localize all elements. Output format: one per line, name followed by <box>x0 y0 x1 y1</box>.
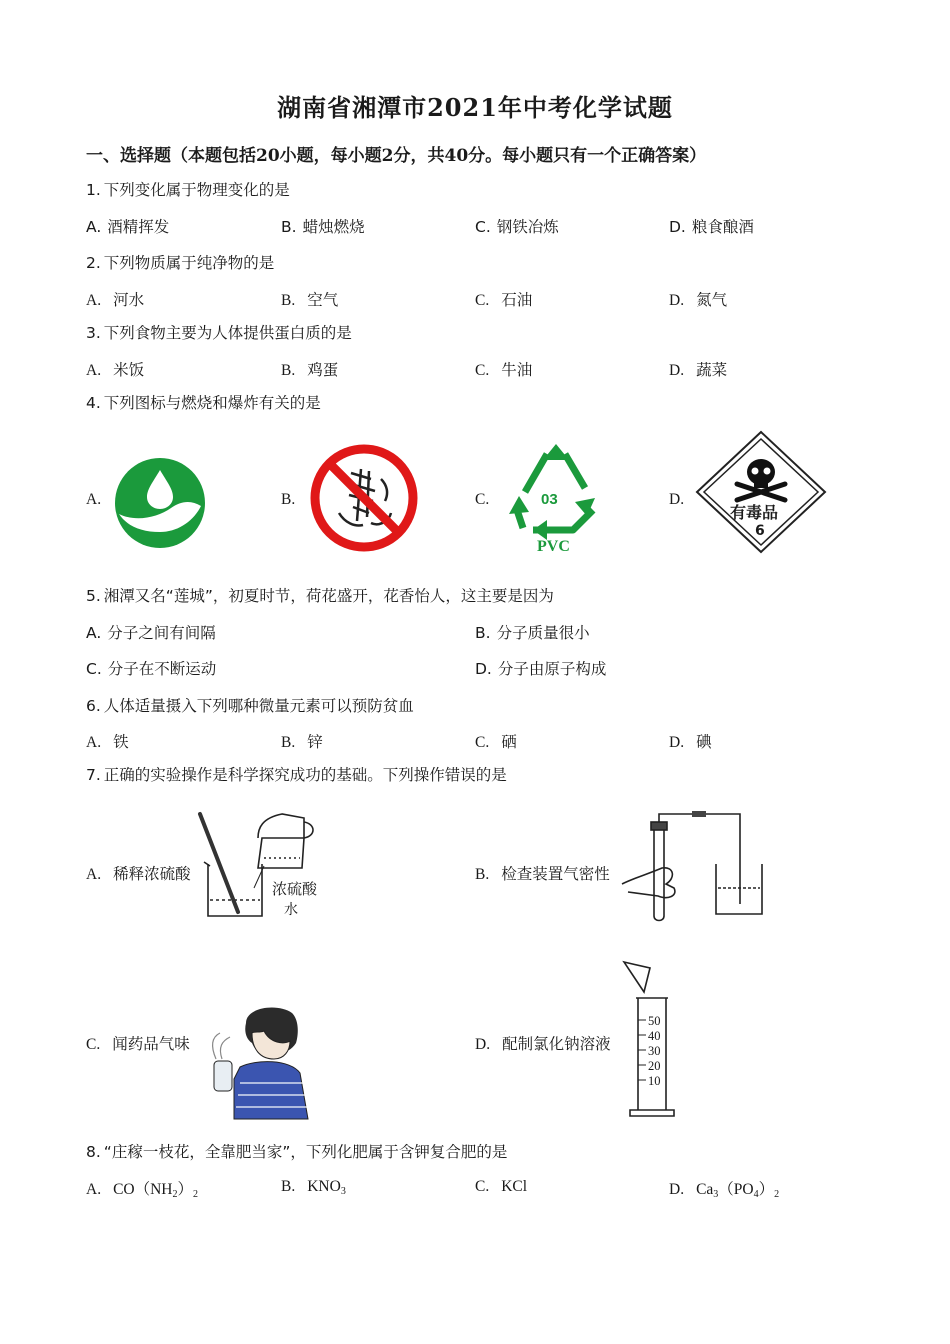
q8-option-d[interactable]: D. $Ca_3(PO_4)_2$ <box>669 1181 780 1200</box>
question-number: 1. <box>86 181 101 199</box>
q5-option-c[interactable]: C. 分子在不断运动 <box>86 660 217 678</box>
question-number: 7. <box>86 766 101 784</box>
q4-option-d[interactable]: D. <box>669 491 685 508</box>
q6-option-b[interactable]: B. 锌 <box>281 734 323 751</box>
smelling-illustration <box>200 1003 312 1123</box>
q7-option-b[interactable]: B. 检查装置气密性 <box>475 866 610 883</box>
q1-option-c[interactable]: C. 钢铁冶炼 <box>475 218 559 236</box>
q5-option-d[interactable]: D. 分子由原子构成 <box>475 660 607 678</box>
question-stem: 下列变化属于物理变化的是 <box>103 181 290 199</box>
q5-option-a[interactable]: A. 分子之间有间隔 <box>86 624 216 642</box>
airtightness-illustration <box>618 808 768 924</box>
question-1 <box>86 178 290 200</box>
question-8 <box>86 1140 507 1162</box>
question-stem: “庄稼一枝花，全靠肥当家”，下列化肥属于含钾复合肥的是 <box>103 1143 508 1161</box>
question-stem: 人体适量摄入下列哪种微量元素可以预防贫血 <box>103 697 414 715</box>
question-number: 5. <box>86 587 101 605</box>
toxic-class: 6 <box>755 523 765 539</box>
question-6 <box>86 694 414 716</box>
q8-option-b[interactable]: B. $KNO_3$ <box>281 1178 346 1197</box>
q2-option-a[interactable]: A. 河水 <box>86 292 145 309</box>
q1-option-a[interactable]: A. 酒精挥发 <box>86 218 170 236</box>
q1-option-d[interactable]: D. 粮食酿酒 <box>669 218 754 236</box>
q5-option-b[interactable]: B. 分子质量很小 <box>475 624 590 642</box>
q6-option-c[interactable]: C. 硒 <box>475 734 517 751</box>
cylinder-mark: 10 <box>648 1074 661 1088</box>
section-heading: 一、选择题（本题包括20小题，每小题2分，共40分。每小题只有一个正确答案） <box>86 146 707 166</box>
q3-option-c[interactable]: C. 牛油 <box>475 362 533 379</box>
acid-label: 浓硫酸 <box>272 880 318 898</box>
question-number: 3. <box>86 324 101 342</box>
q2-option-c[interactable]: C. 石油 <box>475 292 533 309</box>
question-2 <box>86 251 274 273</box>
dilute-acid-illustration <box>192 808 322 922</box>
question-stem: 下列图标与燃烧和爆炸有关的是 <box>103 394 321 412</box>
toxic-label: 有毒品 <box>730 503 779 522</box>
question-stem: 下列食物主要为人体提供蛋白质的是 <box>103 324 352 342</box>
q7-option-c[interactable]: C. 闻药品气味 <box>86 1036 190 1053</box>
q3-option-b[interactable]: B. 鸡蛋 <box>281 362 339 379</box>
cylinder-mark: 40 <box>648 1029 661 1043</box>
q3-option-d[interactable]: D. 蔬菜 <box>669 362 728 379</box>
recycle-name: PVC <box>537 538 570 555</box>
cylinder-mark: 50 <box>648 1014 661 1028</box>
water-label: 水 <box>284 902 298 918</box>
cylinder-mark: 30 <box>648 1044 661 1058</box>
q4-option-c[interactable]: C. <box>475 491 490 508</box>
q1-option-b[interactable]: B. 蜡烛燃烧 <box>281 218 365 236</box>
question-number: 4. <box>86 394 101 412</box>
question-stem: 正确的实验操作是科学探究成功的基础。下列操作错误的是 <box>103 766 507 784</box>
q4-option-b[interactable]: B. <box>281 491 296 508</box>
q8-option-a[interactable]: A. $CO(NH_2)_2$ <box>86 1181 199 1200</box>
question-5 <box>86 584 554 606</box>
q8-option-c[interactable]: C. KCl <box>475 1178 528 1195</box>
q7-option-a[interactable]: A. 稀释浓硫酸 <box>86 866 191 883</box>
question-3 <box>86 321 352 343</box>
q6-option-d[interactable]: D. 碘 <box>669 734 712 751</box>
question-number: 8. <box>86 1143 101 1161</box>
question-stem: 下列物质属于纯净物的是 <box>103 254 275 272</box>
water-saving-icon <box>113 456 207 550</box>
q6-option-a[interactable]: A. 铁 <box>86 734 129 751</box>
cylinder-scale <box>648 1014 661 1089</box>
question-number: 2. <box>86 254 101 272</box>
question-7 <box>86 763 507 785</box>
q2-option-b[interactable]: B. 空气 <box>281 292 339 309</box>
q3-option-a[interactable]: A. 米饭 <box>86 362 145 379</box>
recycle-code: 03 <box>541 491 558 508</box>
question-stem: 湘潭又名“莲城”，初夏时节，荷花盛开，花香怡人，这主要是因为 <box>103 587 554 605</box>
page-title: 湖南省湘潭市2021年中考化学试题 <box>277 93 673 122</box>
question-4 <box>86 391 321 413</box>
question-number: 6. <box>86 697 101 715</box>
cylinder-mark: 20 <box>648 1059 661 1073</box>
q2-option-d[interactable]: D. 氮气 <box>669 292 728 309</box>
q7-option-d[interactable]: D. 配制氯化钠溶液 <box>475 1036 611 1053</box>
no-fireworks-icon <box>309 443 419 553</box>
q4-option-a[interactable]: A. <box>86 491 102 508</box>
